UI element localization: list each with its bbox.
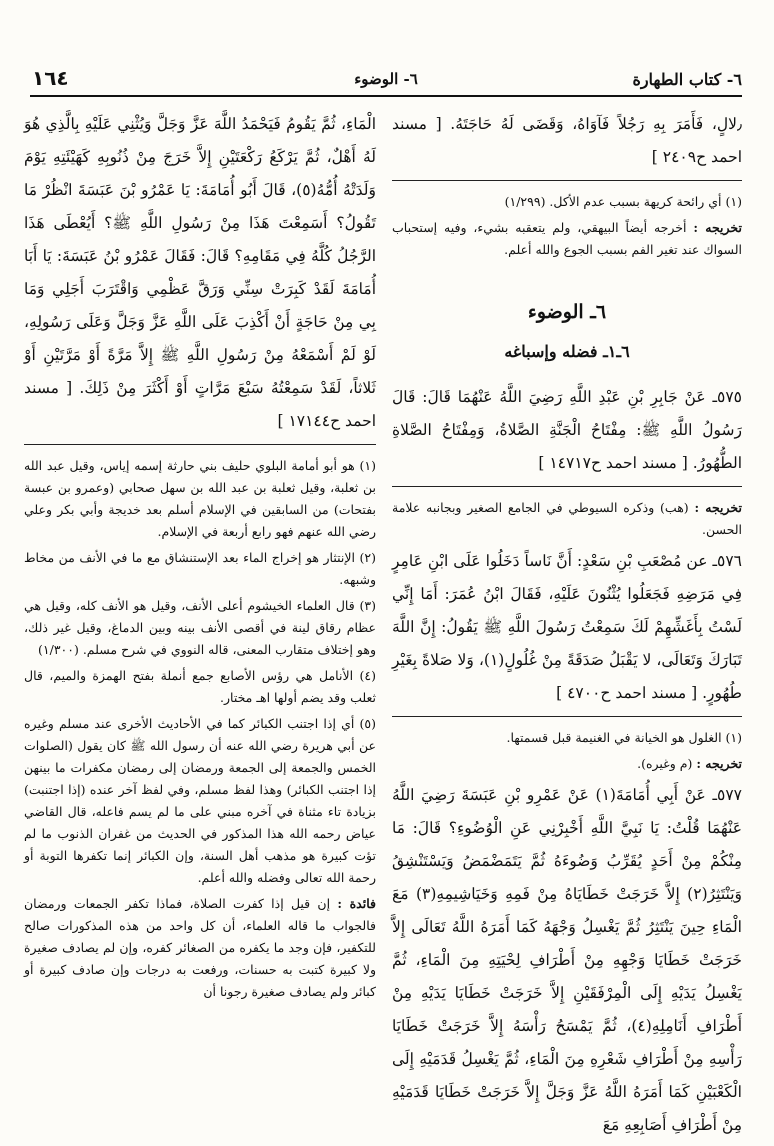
hadith-continuation: ٫لالٍ، فَأَمَرَ بِهِ رَجُلاً فَآوَاهُ، وَقَضَى لَهُ حَاجَتَهُ. [ مسند احمد ح٢٤٠٩ ]	[392, 115, 742, 166]
faida-text: إن قيل إذا كفرت الصلاة، فماذا تكفر الجمعات ورمضان فالجواب ما قاله العلماء، أن كل واحد من هذه المذكورات صالح للتكفير، فإن وجد ما يكفره من الصغائر كفره، وإن لم يصادف صغيرة ولا كبيرة كتبت به حسنات، ورفعت به درجات وإن صادف كبيرة أو كبائر ولم يصادف صغيرة رجونا أن	[24, 896, 376, 999]
takhrij-note	[392, 753, 742, 775]
takhrij-label: تخريجه :	[694, 500, 742, 515]
chapter-running-title: ٦- الوضوء	[354, 70, 418, 88]
faida-note	[24, 893, 376, 1003]
hadith-577-continuation: الْمَاءِ، ثُمَّ يَقُومُ فَيَحْمَدُ اللَّهَ عَزَّ وَجَلَّ وَيُثْنِي عَلَيْهِ بِالَّذِي هُوَ لَهُ أَهْلٌ، ثُمَّ يَرْكَعُ رَكْعَتَيْنِ إِلاَّ خَرَجَ مِنْ ذُنُوبِهِ كَهَيْئَتِهِ يَوْمَ وَلَدَتْهُ أُمُّهُ(٥)، قَالَ أَبُو أُمَامَةَ: يَا عَمْرُو بْنَ عَبَسَةَ انْظُرْ مَا تَقُولُ؟ أَسَمِعْتَ هَذَا مِنْ رَسُولِ اللَّهِ ﷺ؟ أَيُعْطَى هَذَا الرَّجُلُ كُلَّهُ فِي مَقَامِهِ؟ قَالَ: فَقَالَ عَمْرُو بْنُ عَبَسَةَ: يَا أَبَا أُمَامَةَ لَقَدْ كَبِرَتْ سِنِّي وَرَقَّ عَظْمِي وَاقْتَرَبَ أَجَلِي وَمَا بِي مِنْ حَاجَةٍ أَنْ أَكْذِبَ عَلَى اللَّهِ عَزَّ وَجَلَّ وَعَلَى رَسُولِهِ، لَوْ لَمْ أَسْمَعْهُ مِنْ رَسُولِ اللَّهِ ﷺ إِلاَّ مَرَّةً أَوْ مَرَّتَيْنِ أَوْ ثَلاثاً، لَقَدْ سَمِعْتُهُ سَبْعَ مَرَّاتٍ أَوْ أَكْثَرَ مِنْ ذَلِكَ. [ مسند احمد ح١٧١٤٤ ]	[24, 115, 376, 430]
footnote-divider	[24, 444, 376, 445]
faida-label: فائدة :	[337, 896, 376, 911]
book-title: ٦- كتاب الطهارة	[632, 70, 742, 89]
footnote-4: (٤) الأنامل هي رؤس الأصابع جمع أنملة بفتح الهمزة والميم، قال ثعلب وقد يضم أولها اهـ مختار.	[24, 668, 376, 705]
footnote-divider	[392, 180, 742, 181]
footnote-divider	[392, 716, 742, 717]
hadith-575: ٥٧٥ـ عَنْ جَابِرِ بْنِ عَبْدِ اللَّهِ رَضِيَ اللَّهُ عَنْهُمَا قَالَ: قَالَ رَسُولُ اللَّهِ ﷺ: مِفْتَاحُ الْجَنَّةِ الصَّلاةُ، وَمِفْتَاحُ الصَّلاةِ الطُّهُورُ. [ مسند احمد ح١٤٧١٧ ]	[392, 388, 742, 472]
footnote-5: (٥) أي إذا اجتنب الكبائر كما في الأحاديث الأخرى عند مسلم وغيره عن أبي هريرة رضي الله عنه أن رسول الله ﷺ كان يقول (الصلوات الخمس والجمعة إلى الجمعة ورمضان إلى رمضان مكفرات ما بينهن إذا اجتنب الكبائر) وهذا لفظ مسلم، وفي لفظ آخر عنده (إذا اجتنبت) بزيادة تاء مثناة في آخره مبني على ما لم يسم فاعله، قال القاضي عياض رحمه الله هذا المذكور في الحديث من غفران الذنوب ما لم تؤت كبيرة هو مذهب أهل السنة، وإن الكبائر إنما تكفرها التوبة أو رحمة الله تعالى وفضله والله أعلم.	[24, 716, 376, 885]
hadith-577: ٥٧٧ـ عَنْ أَبِي أُمَامَةَ(١) عَنْ عَمْرِو بْنِ عَبَسَةَ رَضِيَ اللَّهُ عَنْهُمَا قُلْتُ: يَا نَبِيَّ اللَّهِ أَخْبِرْنِي عَنِ الْوُضُوءِ؟ قَالَ: مَا مِنْكُمْ مِنْ أَحَدٍ يُقَرِّبُ وَضُوءَهُ ثُمَّ يَتَمَضْمَضُ وَيَسْتَنْشِقُ وَيَنْتَثِرُ(٢) إِلاَّ خَرَجَتْ خَطَايَاهُ مِنْ فَمِهِ وَخَيَاشِيمِهِ(٣) مَعَ الْمَاءِ حِينَ يَنْتَثِرُ ثُمَّ يَغْسِلُ وَجْهَهُ كَمَا أَمَرَهُ اللَّهُ تَعَالَى إِلاَّ خَرَجَتْ خَطَايَا وَجْهِهِ مِنْ أَطْرَافِ لِحْيَتِهِ مِنَ الْمَاءِ، ثُمَّ يَغْسِلُ يَدَيْهِ إِلَى الْمِرْفَقَيْنِ إِلاَّ خَرَجَتْ خَطَايَا يَدَيْهِ مِنْ أَطْرَافِ أَنَامِلِهِ(٤)، ثُمَّ يَمْسَحُ رَأْسَهُ إِلاَّ خَرَجَتْ خَطَايَا رَأْسِهِ مِنْ أَطْرَافِ شَعْرِهِ مِنَ الْمَاءِ، ثُمَّ يَغْسِلُ قَدَمَيْهِ إِلَى الْكَعْبَيْنِ كَمَا أَمَرَهُ اللَّهُ عَزَّ وَجَلَّ إِلاَّ خَرَجَتْ خَطَايَا قَدَمَيْهِ مِنْ أَطْرَافِ أَصَابِعِهِ مَعَ	[392, 786, 743, 1134]
takhrij-text: (هب) وذكره السيوطي في الجامع الصغير وبجانبه علامة الحسن.	[392, 500, 742, 537]
footnote: (١) الغلول هو الخيانة في الغنيمة قبل قسمتها.	[506, 730, 742, 745]
left-column	[24, 108, 376, 1007]
takhrij-note	[392, 497, 742, 541]
page-header	[30, 66, 742, 94]
takhrij-text: أخرجه أيضاً البيهقي، ولم يتعقبه بشيء، وفيه إستحباب السواك عند تغير الفم بسبب الجوع والله أعلم.	[392, 220, 742, 257]
takhrij-note	[392, 217, 742, 261]
footnote-divider	[392, 486, 742, 487]
page-number: ١٦٤	[32, 66, 69, 90]
section-heading: ٦ـ١ـ فضله وإسباغه	[504, 342, 630, 361]
chapter-heading: ٦ـ الوضوء	[527, 301, 607, 323]
header-rule	[30, 95, 742, 97]
takhrij-label: تخريجه :	[696, 756, 742, 771]
footnote-1: (١) هو أبو أمامة البلوي حليف بني حارثة إسمه إياس، وقيل عبد الله بن ثعلبة، وقيل ثعلبة بن عبد الله بن سهل صحابي (وعمرو بن عبسة بفتحات) من السابقين في الإسلام أسلم بعد خديجة وأبي بكر وعلي رضي الله عنهم فهو رابع أربعة في الإسلام.	[24, 458, 376, 539]
footnote-3: (٣) قال العلماء الخيشوم أعلى الأنف، وقيل هو الأنف كله، وقيل هي عظام رقاق لينة في أقصى الأنف بينه وبين الدماغ، وقيل غير ذلك، وهو إختلاف متقارب المعنى، قاله النووي في شرح مسلم. (١/٣٠٠)	[24, 598, 376, 657]
takhrij-text: (م وغيره).	[637, 756, 693, 771]
footnote-2: (٢) الإنتثار هو إخراج الماء بعد الإستنشاق مع ما في الأنف من مخاط وشبهه.	[24, 550, 376, 587]
takhrij-label: تخريجه :	[693, 220, 742, 235]
hadith-576: ٥٧٦ـ عن مُصْعَبِ بْنِ سَعْدٍ: أَنَّ نَاساً دَخَلُوا عَلَى ابْنِ عَامِرٍ فِي مَرَضِهِ فَجَعَلُوا يُثْنُونَ عَلَيْهِ، فَقَالَ ابْنُ عُمَرَ: أَمَا إِنِّي لَسْتُ بِأَغَشِّهِمْ لَكَ سَمِعْتُ رَسُولَ اللَّهِ ﷺ يَقُولُ: إِنَّ اللَّهَ تَبَارَكَ وَتَعَالَى، لا يَقْبَلُ صَدَقَةً مِنْ غُلُولٍ(١)، وَلا صَلاةً بِغَيْرِ طُهُورٍ. [ مسند احمد ح٤٧٠٠ ]	[392, 552, 742, 702]
right-column	[392, 108, 742, 1146]
footnote: (١) أي رائحة كريهة بسبب عدم الأكل. (١/٢٩٩)	[504, 194, 742, 209]
